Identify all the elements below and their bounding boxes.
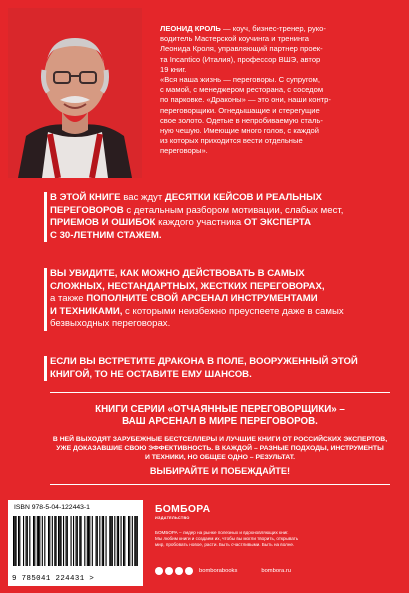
social-links (155, 567, 291, 575)
barcode-image (13, 516, 138, 566)
barcode-bar (26, 516, 27, 566)
body-text: с детальным разбором мотивации, слабых мест, (123, 204, 344, 216)
barcode-bar (63, 516, 64, 566)
highlight-text: СЛОЖНЫХ, НЕСТАНДАРТНЫХ, ЖЕСТКИХ ПЕРЕГОВОРАХ, (50, 280, 325, 292)
publisher-text-line: Мы любим книги и создаем их, чтобы вы могли творить, открывать (155, 536, 299, 542)
barcode-bar (59, 516, 60, 566)
barcode-bar (27, 516, 28, 566)
bio-line: Леонида Кроля, управляющий партнер проек- (160, 44, 323, 54)
call-to-action: ВЫБИРАЙТЕ И ПОБЕЖДАЙТЕ! (149, 466, 291, 476)
barcode-bar (37, 516, 38, 566)
barcode-bar (38, 516, 39, 566)
highlight-text: С 30-ЛЕТНИМ СТАЖЕМ. (50, 229, 162, 241)
divider (50, 392, 390, 393)
barcode-bar (66, 516, 67, 566)
barcode-bar (132, 516, 133, 566)
barcode-bar (48, 516, 49, 566)
barcode-bar (128, 516, 129, 566)
highlight-text: ПОПОЛНИТЕ СВОЙ АРСЕНАЛ ИНСТРУМЕНТАМИ (86, 293, 318, 305)
quote-line: с мамой, с менеджером ресторана, с соседом (160, 85, 324, 95)
author-quote (160, 75, 400, 157)
highlight-text: ОТ ЭКСПЕРТА (243, 217, 312, 229)
barcode-bar (67, 516, 68, 566)
barcode-bar (79, 516, 80, 566)
barcode-bar (34, 516, 35, 566)
series-title (50, 404, 390, 428)
barcode-bar (92, 516, 93, 566)
social-handle[interactable]: bomborabooks (199, 568, 238, 574)
quote-line: свое золото. Одетые в непробиваемую сталь- (160, 115, 323, 125)
barcode-bar (114, 516, 115, 566)
quote-line: ную чешую. Имеющие много голов, с каждой (160, 126, 320, 136)
barcode-bar (76, 516, 77, 566)
book-benefits-block (50, 268, 390, 331)
author-name: ЛЕОНИД КРОЛЬ (160, 24, 221, 33)
barcode-bar (109, 516, 110, 566)
barcode-bar (111, 516, 112, 566)
barcode-bar (52, 516, 53, 566)
barcode-bar (99, 516, 100, 566)
publisher-logo: БОМБОРА (155, 504, 211, 515)
body-text: вас ждут (120, 192, 165, 203)
quote-line: из которых приходится вести отдельные (160, 136, 303, 146)
series-title-line: КНИГИ СЕРИИ «ОТЧАЯННЫЕ ПЕРЕГОВОРЩИКИ» – (95, 404, 345, 415)
barcode-bar (61, 516, 62, 566)
highlight-text: ПРИЕМОВ И ОШИБОК (50, 217, 156, 229)
barcode-bar (16, 516, 17, 566)
barcode-bar (54, 516, 55, 566)
publisher-site[interactable]: bombora.ru (261, 568, 292, 574)
barcode-bar (118, 516, 119, 566)
youtube-icon[interactable] (185, 567, 193, 575)
barcode-bar (129, 516, 130, 566)
barcode-bar (136, 516, 137, 566)
publisher-subtitle: ИЗДАТЕЛЬСТВО (155, 516, 190, 520)
highlight-text: ПЕРЕГОВОРОВ (50, 204, 124, 216)
highlight-text: ЕСЛИ ВЫ ВСТРЕТИТЕ ДРАКОНА В ПОЛЕ, ВООРУЖЕННЫЙ ЭТОЙ (50, 356, 358, 367)
bio-line: — коуч, бизнес-тренер, руко- (220, 24, 326, 33)
series-text-line: УЖЕ ДОКАЗАВШИЕ СВОЮ ЭФФЕКТИВНОСТЬ. В КАЖДОЙ – РАЗНЫЕ ПОДХОДЫ, ИНСТРУМЕНТЫ (56, 445, 384, 453)
body-text: безвыходных переговорах. (50, 318, 171, 330)
barcode-bar (44, 516, 45, 566)
isbn-text: ISBN 978-5-04-122443-1 (14, 504, 90, 511)
vk-icon[interactable] (155, 567, 163, 575)
barcode-bar (39, 516, 40, 566)
book-description-block (50, 192, 390, 242)
barcode-bar (73, 516, 74, 566)
highlight-text: В ЭТОЙ КНИГЕ (50, 192, 121, 203)
bio-line: водитель Мастерской коучинга и тренинга (160, 34, 309, 44)
barcode-digits: 9 785041 224431 > (12, 575, 95, 583)
barcode-bar (18, 516, 19, 566)
author-photo (8, 8, 142, 178)
barcode-bar (112, 516, 113, 566)
barcode-bar (134, 516, 135, 566)
highlight-text: ВЫ УВИДИТЕ, КАК МОЖНО ДЕЙСТВОВАТЬ В САМЫХ (50, 268, 305, 279)
barcode-bar (121, 516, 122, 566)
barcode-bar (33, 516, 34, 566)
instagram-icon[interactable] (165, 567, 173, 575)
barcode-bar (87, 516, 88, 566)
series-text-line: И ТЕХНИКИ, НО ОБЩЕЕ ОДНО – РЕЗУЛЬТАТ. (144, 454, 296, 462)
series-title-line: ВАШ АРСЕНАЛ В МИРЕ ПЕРЕГОВОРОВ. (122, 416, 318, 427)
body-text: с которыми неизбежно преуспеете даже в самых (122, 305, 344, 317)
quote-line: переговорщики. Огнедышащие и стерегущие (160, 105, 320, 115)
barcode-bar (88, 516, 89, 566)
author-bio (160, 24, 400, 157)
barcode-bar (102, 516, 103, 566)
publisher-text-line: мир, пробовать новое, расти. Быть счастливыми. Быть на волне. (155, 542, 295, 548)
bio-line: 19 книг. (160, 64, 187, 74)
barcode-bar (137, 516, 138, 566)
barcode-bar (56, 516, 57, 566)
series-description (50, 435, 390, 463)
barcode-bar (71, 516, 72, 566)
series-text-line: В НЕЙ ВЫХОДЯТ ЗАРУБЕЖНЫЕ БЕСТСЕЛЛЕРЫ И ЛУЧШИЕ КНИГИ ОТ РОССИЙСКИХ ЭКСПЕРТОВ, (52, 436, 388, 443)
barcode-bar (89, 516, 90, 566)
barcode-bar (123, 516, 124, 566)
barcode-bar (14, 516, 15, 566)
publisher-description (155, 530, 395, 549)
barcode-bar (77, 516, 78, 566)
bio-line: та Incantico (Италия), профессор ВШЭ, автор (160, 54, 321, 64)
barcode-bar (19, 516, 20, 566)
barcode-bar (58, 516, 59, 566)
body-text: каждого участника (155, 217, 244, 229)
publisher-text-line: БОМБОРА – лидер на рынке полезных и вдохновляющих книг. (155, 530, 289, 535)
barcode-bar (106, 516, 107, 566)
barcode-bar (97, 516, 98, 566)
barcode-bar (84, 516, 85, 566)
barcode-bar (124, 516, 125, 566)
barcode-bar (13, 516, 14, 566)
barcode-panel (8, 500, 143, 586)
barcode-bar (81, 516, 82, 566)
author-bio-intro (160, 24, 400, 75)
quote-line: «Вся наша жизнь — переговоры. С супругом, (160, 75, 320, 85)
barcode-bar (117, 516, 118, 566)
highlight-text: И ТЕХНИКАМИ, (50, 305, 123, 317)
barcode-bar (42, 516, 43, 566)
barcode-bar (103, 516, 104, 566)
barcode-bar (96, 516, 97, 566)
highlight-text: КНИГОЙ, ТО НЕ ОСТАВИТЕ ЕМУ ШАНСОВ. (50, 368, 252, 380)
divider (50, 484, 390, 485)
barcode-bar (49, 516, 50, 566)
dragon-block (50, 356, 390, 381)
quote-line: переговоры». (160, 146, 208, 156)
barcode-bar (23, 516, 24, 566)
barcode-bar (29, 516, 30, 566)
quote-line: по парковке. «Драконы» — это они, наши контр- (160, 95, 331, 105)
body-text: а также (50, 293, 87, 305)
highlight-text: ДЕСЯТКИ КЕЙСОВ И РЕАЛЬНЫХ (164, 192, 322, 203)
telegram-icon[interactable] (175, 567, 183, 575)
